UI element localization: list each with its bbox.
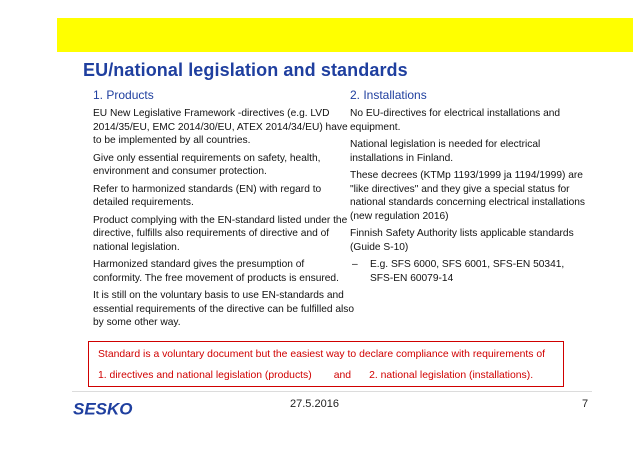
installations-paragraph: Finnish Safety Authority lists applicable standards (Guide S-10) — [350, 228, 574, 253]
dash-bullet: – — [352, 259, 358, 270]
installations-paragraph: National legislation is needed for electrical installations in Finland. — [350, 139, 541, 164]
logo-text: SESKO — [73, 399, 133, 418]
sesko-logo — [72, 398, 150, 418]
products-paragraph: Give only essential requirements on safety, health, environment and consumer protection. — [93, 152, 321, 177]
installations-paragraph: These decrees (KTMp 1193/1999 ja 1194/1999) are "like directives" and they give a special status for national standards concerning electrical installations (new regulation 2016) — [350, 170, 586, 222]
header-band — [57, 18, 633, 52]
products-paragraph: Harmonized standard gives the presumption of conformity. The free movement of products is ensured. — [93, 259, 339, 284]
notice-products: 1. directives and national legislation (products) — [98, 370, 312, 381]
footer-divider — [72, 391, 592, 392]
installations-paragraph: No EU-directives for electrical installations and equipment. — [350, 108, 561, 133]
compliance-notice — [88, 341, 564, 387]
notice-installations: 2. national legislation (installations). — [369, 370, 534, 381]
products-paragraph: It is still on the voluntary basis to use EN-standards and essential requirements of the directive can be fulfilled also by some other way. — [93, 290, 355, 328]
products-paragraph: Refer to harmonized standards (EN) with regard to detailed requirements. — [93, 183, 322, 208]
standards-list-item — [352, 258, 590, 285]
notice-line-2 — [98, 370, 533, 381]
products-paragraph: Product complying with the EN-standard listed under the directive, fulfills also requirements of directive and of national legislation. — [93, 214, 348, 253]
standards-list-text: E.g. SFS 6000, SFS 6001, SFS-EN 50341, SFS-EN 60079-14 — [370, 259, 565, 284]
slide-title: EU/national legislation and standards — [83, 60, 408, 80]
notice-line-1: Standard is a voluntary document but the easiest way to declare compliance with requirements of — [98, 349, 546, 360]
products-paragraph: EU New Legislative Framework -directives (e.g. LVD 2014/35/EU, EMC 2014/30/EU, ATEX 2014/34/EU) have to be implemented by all countries. — [93, 108, 348, 146]
footer-date: 27.5.2016 — [290, 398, 339, 410]
products-heading: 1. Products — [93, 88, 154, 102]
installations-heading: 2. Installations — [350, 88, 427, 102]
page-number: 7 — [582, 398, 589, 410]
products-column — [93, 88, 355, 334]
notice-and: and — [333, 370, 352, 381]
installations-column — [350, 88, 590, 285]
